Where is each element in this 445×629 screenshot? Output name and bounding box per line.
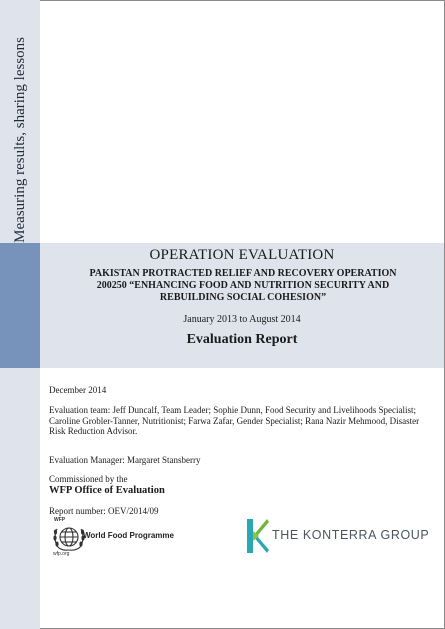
office-of-evaluation: WFP Office of Evaluation	[49, 485, 165, 496]
subtitle-line-2: 200250 “ENHANCING FOOD AND NUTRITION SECURITY AND	[96, 280, 390, 291]
evaluation-manager: Evaluation Manager: Margaret Stansberry	[49, 455, 201, 465]
report-title: Evaluation Report	[186, 332, 298, 347]
left-band-accent	[0, 243, 40, 368]
subtitle-line-3: REBUILDING SOCIAL COHESION”	[159, 292, 327, 303]
konterra-name: THE KONTERRA GROUP	[272, 528, 430, 542]
tagline-text: Measuring results, sharing lessons	[11, 37, 28, 243]
evaluation-period: January 2013 to August 2014	[183, 314, 301, 325]
report-date: December 2014	[49, 385, 107, 395]
konterra-k-icon	[247, 519, 269, 553]
report-number: Report number: OEV/2014/09	[49, 506, 159, 516]
commissioned-by: Commissioned by the	[49, 474, 128, 484]
evaluation-team: Evaluation team: Jeff Duncalf, Team Leader; Sophie Dunn, Food Security and Livelihoods Specialist; Caroline Grobler-Tanner, Nutritionist; Farwa Zafar, Gender Specialist; Rana Nazir Mehmood, Disaster Risk Reduction Advisor.	[49, 405, 420, 436]
wfp-acronym: WFP	[54, 517, 66, 523]
operation-subtitle	[70, 268, 416, 304]
wfp-name: World Food Programme	[83, 531, 174, 540]
wfp-url: wfp.org	[53, 551, 70, 557]
subtitle-line-1: PAKISTAN PROTRACTED RELIEF AND RECOVERY OPERATION	[89, 268, 397, 279]
operation-evaluation-label: OPERATION EVALUATION	[149, 247, 335, 263]
tagline	[2, 0, 38, 243]
